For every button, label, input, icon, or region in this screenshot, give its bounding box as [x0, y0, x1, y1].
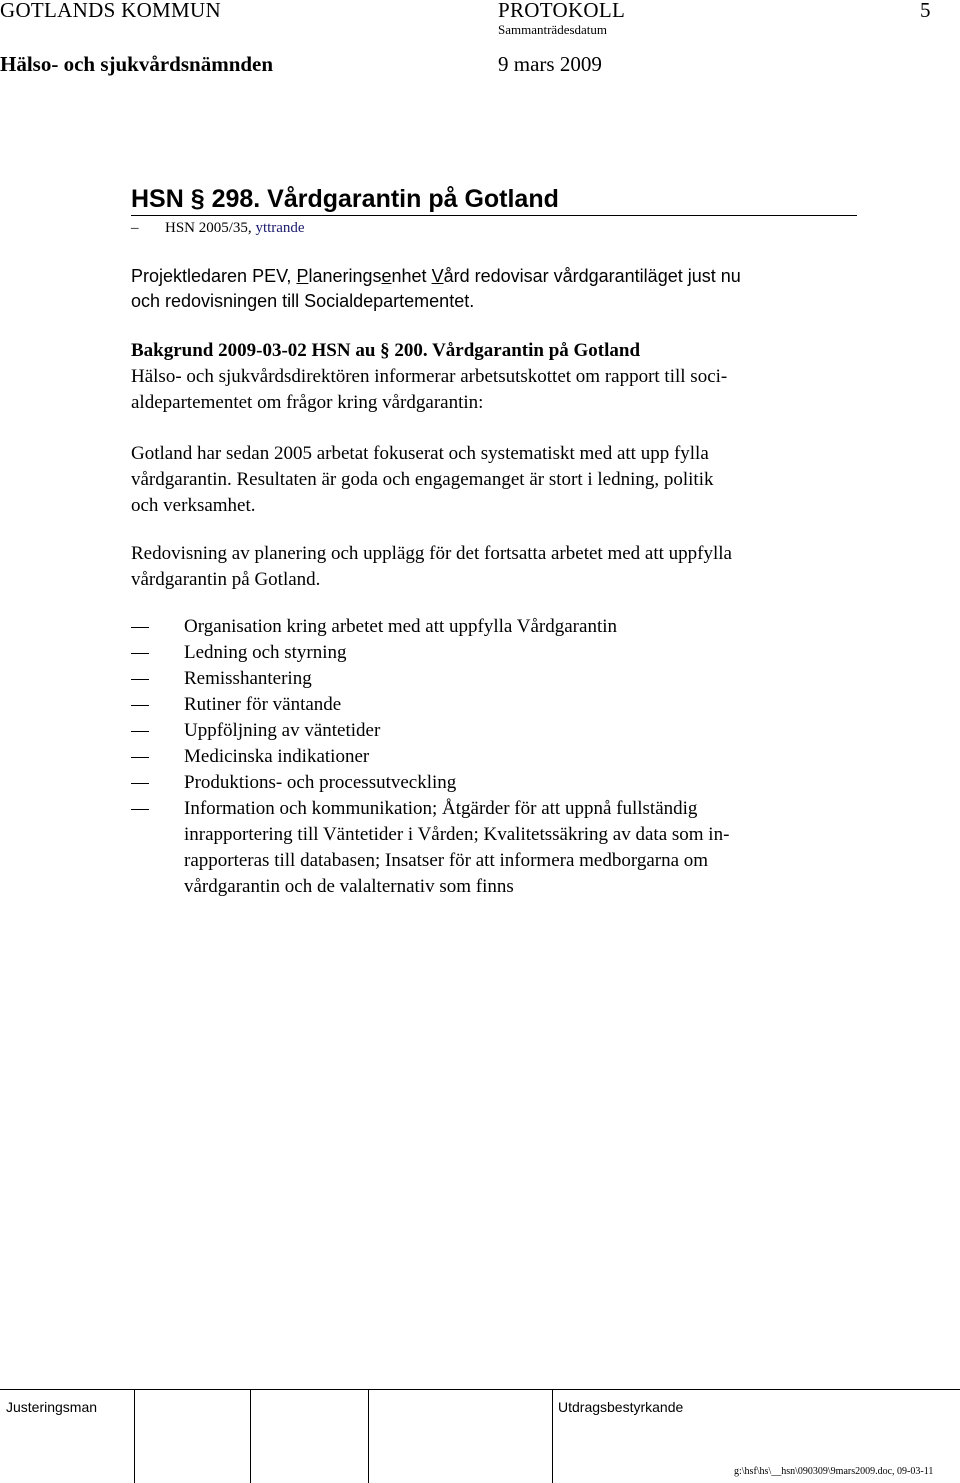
list-item-line: inrapportering till Väntetider i Vården; Kvalitetssäkring av data som in-	[184, 824, 730, 845]
list-item: Ledning och styrning	[184, 642, 347, 663]
list-item: Uppföljning av väntetider	[184, 720, 381, 741]
reference-case: HSN 2005/35,	[165, 220, 252, 236]
paragraph-results-line-3: och verksamhet.	[131, 495, 256, 516]
list-item-line: vårdgarantin och de valalternativ som finns	[184, 876, 514, 897]
list-item: Rutiner för väntande	[184, 694, 342, 715]
list-item: Organisation kring arbetet med att uppfylla Vårdgarantin	[184, 616, 618, 637]
background-line-2: aldepartementet om frågor kring vårdgarantin:	[131, 392, 484, 413]
list-item: Produktions- och processutveckling	[184, 772, 457, 793]
committee-name: Hälso- och sjukvårdsnämnden	[0, 52, 274, 76]
meeting-date: 9 mars 2009	[498, 52, 602, 76]
organization-name: GOTLANDS KOMMUN	[0, 0, 221, 22]
list-item: Medicinska indikationer	[184, 746, 370, 767]
background-title: Bakgrund 2009-03-02 HSN au § 200. Vårdgarantin på Gotland	[131, 340, 641, 361]
date-label: Sammanträdesdatum	[498, 22, 608, 37]
paragraph-results-line-1: Gotland har sedan 2005 arbetat fokuserat och systematiskt med att upp fylla	[131, 443, 709, 464]
list-item-line: rapporteras till databasen; Insatser för att informera medborgarna om	[184, 850, 709, 871]
footer-cell-divider	[368, 1390, 369, 1483]
intro-line-1: Projektledaren PEV, Planeringsenhet Vård redovisar vårdgarantiläget just nu	[131, 266, 741, 286]
list-item-information	[131, 796, 871, 900]
dash-list	[131, 614, 871, 900]
paragraph-planning	[131, 541, 732, 593]
list-item-line: Information och kommunikation; Åtgärder för att uppnå fullständig	[184, 798, 698, 819]
section-heading: HSN § 298. Vårdgarantin på Gotland	[131, 185, 559, 213]
page-number: 5	[920, 0, 931, 22]
footer-cell-divider	[552, 1390, 553, 1483]
reference-link[interactable]: yttrande	[255, 220, 305, 236]
intro-line-2: och redovisningen till Socialdepartementet.	[131, 291, 475, 311]
reference-dash: –	[131, 220, 139, 236]
footer-cell-divider	[250, 1390, 251, 1483]
reference-line	[131, 220, 305, 237]
paragraph-planning-line-1: Redovisning av planering och upplägg för det fortsatta arbetet med att uppfylla	[131, 543, 732, 564]
list-item: Remisshantering	[184, 668, 312, 689]
document-type: PROTOKOLL	[498, 0, 626, 22]
intro-paragraph	[131, 264, 741, 314]
paragraph-results-line-2: vårdgarantin. Resultaten är goda och engagemanget är stort i ledning, politik	[131, 469, 714, 490]
footer-utdragsbestyrkande: Utdragsbestyrkande	[558, 1399, 684, 1415]
footer-justeringsman: Justeringsman	[6, 1399, 98, 1415]
footer-file-path: g:\hsf\hs\__hsn\090309\9mars2009.doc, 09-03-11	[734, 1466, 934, 1477]
heading-underline	[131, 215, 857, 216]
background-line-1: Hälso- och sjukvårdsdirektören informerar arbetsutskottet om rapport till soci-	[131, 366, 728, 387]
paragraph-results	[131, 441, 714, 519]
paragraph-planning-line-2: vårdgarantin på Gotland.	[131, 569, 321, 590]
footer-cell-divider	[134, 1390, 135, 1483]
